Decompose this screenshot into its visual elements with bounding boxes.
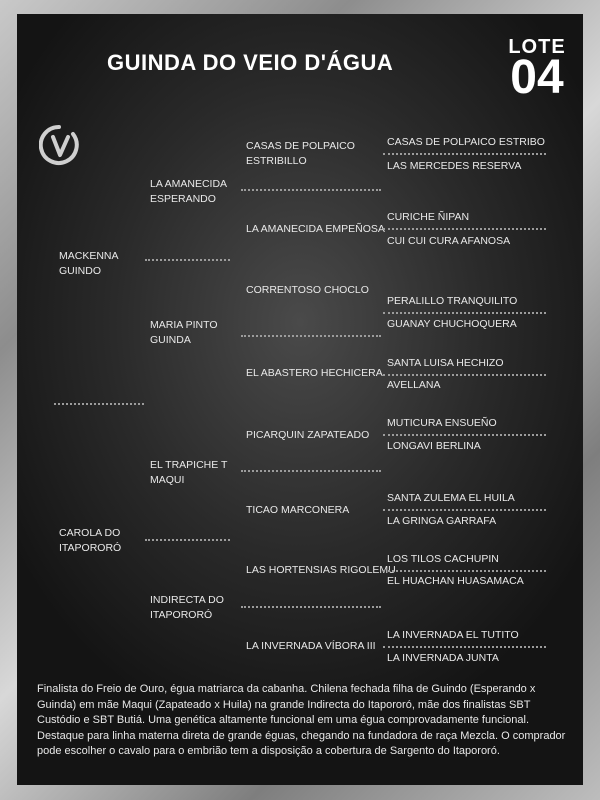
gen4-name: EL HUACHAN HUASAMACA — [387, 575, 524, 587]
dam-dam-name: INDIRECTA DO ITAPORORÓ — [150, 594, 224, 621]
pedigree-divider-line — [383, 374, 546, 376]
sire-name: MACKENNA GUINDO — [59, 250, 119, 277]
sire-sire-name: LA AMANECIDA ESPERANDO — [150, 178, 228, 205]
pedigree-divider-line — [241, 606, 381, 608]
gen4-name: LA INVERNADA JUNTA — [387, 652, 499, 664]
pedigree-divider-line — [383, 570, 546, 572]
pedigree-divider-line — [145, 539, 230, 541]
gen3-name: CASAS DE POLPAICO ESTRIBILLO — [246, 140, 355, 167]
gen4-name: CURICHE ÑIPAN — [387, 211, 470, 223]
pedigree-divider-line — [383, 509, 546, 511]
pedigree-divider-line — [383, 153, 546, 155]
pedigree-divider-line — [54, 403, 144, 405]
dam-sire-name: EL TRAPICHE T MAQUI — [150, 459, 228, 486]
pedigree-divider-line — [241, 335, 381, 337]
pedigree-divider-line — [241, 189, 381, 191]
gen4-name: LAS MERCEDES RESERVA — [387, 160, 522, 172]
pedigree-divider-line — [383, 228, 546, 230]
lot-description: Finalista do Freio de Ouro, égua matriarca da cabanha. Chilena fechada filha de Guindo (Esperando x Guinda) em mãe Maqui (Zapateado x Huila) na grande Indirecta do Itapororó, mãe dos finalistas SBT Custódio e SBT Butiá. Uma genética altamente funcional em uma égua comprovadamente funcional. Destaque para linha materna direta de grande éguas, chegando na fundadora de raça Mezcla. O comprador pode escolher o cavalo para o embrião tem a disposição a cobertura de Sargento do Itapororó. — [37, 683, 566, 757]
horse-name-title: GUINDA DO VEIO D'ÁGUA — [107, 50, 394, 75]
gen4-name: LA INVERNADA EL TUTITO — [387, 629, 519, 641]
gen4-name: SANTA LUISA HECHIZO — [387, 357, 504, 369]
gen4-name: GUANAY CHUCHOQUERA — [387, 318, 517, 330]
sire-dam-name: MARIA PINTO GUINDA — [150, 319, 218, 346]
gen3-name: TICAO MARCONERA — [246, 504, 350, 516]
gen4-name: LA GRINGA GARRAFA — [387, 515, 497, 527]
gen4-name: CUI CUI CURA AFANOSA — [387, 235, 511, 247]
pedigree-divider-line — [383, 646, 546, 648]
gen3-name: LA INVERNADA VÍBORA III — [246, 640, 376, 652]
lot-label: LOTE — [508, 36, 566, 58]
pedigree-divider-line — [383, 312, 546, 314]
pedigree-divider-line — [241, 470, 381, 472]
gen4-name: PERALILLO TRANQUILITO — [387, 295, 518, 307]
pedigree-divider-line — [383, 434, 546, 436]
gen4-name: AVELLANA — [387, 379, 441, 391]
gen3-name: LAS HORTENSIAS RIGOLEMU — [246, 564, 396, 576]
dam-name: CAROLA DO ITAPORORÓ — [59, 527, 122, 554]
gen3-name: EL ABASTERO HECHICERA — [246, 367, 383, 379]
gen4-name: SANTA ZULEMA EL HUILA — [387, 492, 515, 504]
pedigree-divider-line — [145, 259, 230, 261]
gen4-name: LOS TILOS CACHUPIN — [387, 553, 499, 565]
gen3-name: LA AMANECIDA EMPEÑOSA — [246, 223, 385, 235]
lot-card — [17, 14, 583, 785]
gen4-name: LONGAVI BERLINA — [387, 440, 481, 452]
lot-number: 04 — [510, 51, 564, 104]
v-monogram-logo-icon — [39, 124, 79, 168]
gen4-name: CASAS DE POLPAICO ESTRIBO — [387, 136, 545, 148]
gen4-name: MUTICURA ENSUEÑO — [387, 417, 497, 429]
gen3-name: PICARQUIN ZAPATEADO — [246, 429, 370, 441]
gen3-name: CORRENTOSO CHOCLO — [246, 284, 369, 296]
